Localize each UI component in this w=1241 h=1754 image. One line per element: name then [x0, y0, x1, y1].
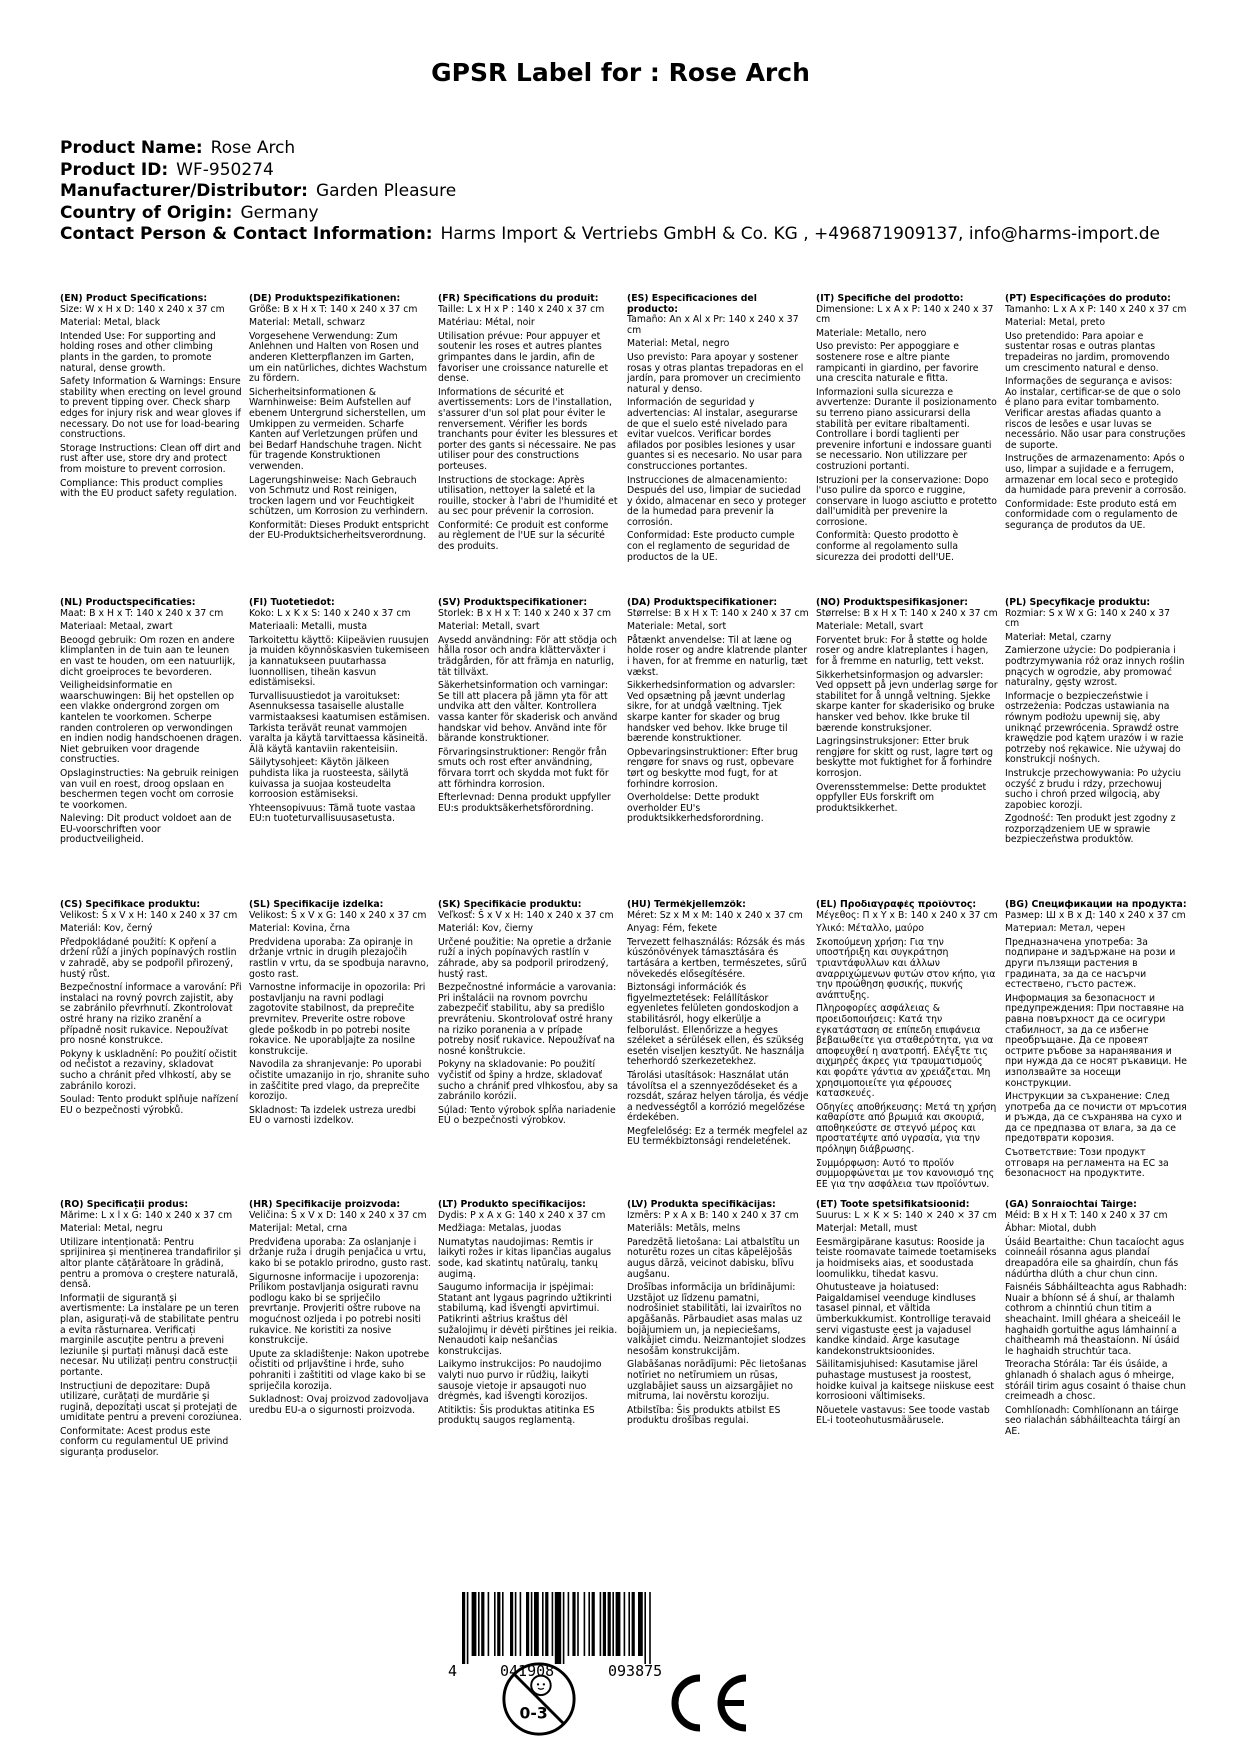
section-line: Bezpečnostné informácie a varovania: Pri inštalácii na rovnom povrchu zabezpečiť stabilitu, aby sa predišlo prevráteniu. Skontrolovať ostré hrany na riziko poranenia a v prípade potreby nosiť rukavice. Nepoužívať na nosné konštrukcie. — [438, 982, 617, 1057]
barcode-bar — [481, 1592, 484, 1656]
section-heading: (BG) Спецификации на продукта: — [1005, 900, 1187, 910]
section-line: Μέγεθος: Π x Υ x Β: 140 x 240 x 37 cm — [816, 909, 998, 921]
contact-row — [60, 224, 1220, 246]
language-section — [60, 598, 242, 900]
barcode-bar — [488, 1592, 490, 1656]
section-line: Uso previsto: Para apoyar y sostener rosas y otras plantas trepadoras en el jardín, para promover un crecimiento natural y denso. — [627, 351, 804, 395]
section-line: Atbilstība: Šis produkts atbilst ES produktu drošības regulai. — [627, 1404, 781, 1427]
language-section — [1005, 900, 1187, 1200]
section-line: Material: Kovina, črna — [249, 923, 351, 935]
section-line: Material: Metal, black — [60, 317, 161, 329]
section-line: Súlad: Tento výrobok spĺňa nariadenie EÚ o bezpečnosti výrobkov. — [438, 1104, 616, 1127]
section-line: Compliance: This product complies with the EU product safety regulation. — [60, 477, 238, 500]
section-line: Instrukcje przechowywania: Po użyciu oczyść z brudu i rdzy, przechowuj sucho i chroń przed wilgocią, aby zapobiec korozji. — [1005, 767, 1182, 811]
section-line: Materiale: Metallo, nero — [816, 327, 927, 339]
barcode-bar — [632, 1592, 635, 1656]
section-line: Medžiaga: Metalas, juodas — [438, 1223, 562, 1235]
section-line: Förvaringsinstruktioner: Rengör från smuts och rost efter användning, förvara torrt och skydda mot fukt för att förhindra korrosion. — [438, 746, 609, 790]
section-line: Instrucciones de almacenamiento: Después del uso, limpiar de suciedad y óxido, almacenar en seco y proteger de la humedad para prevenir la corrosión. — [627, 474, 807, 528]
section-line: Sikkerhetsinformasjon og advarsler: Ved oppsett på jevn underlag sørge for stabilitet for å unngå veltning. Sjekke skarpe kanter for skaderisiko og bruke hansker ved behov. Ikke bruke til bærende konstruksjoner. — [816, 669, 998, 734]
age-warning-0-3-icon — [500, 1660, 578, 1738]
section-line: Conformidad: Este producto cumple con el reglamento de seguridad de productos de la UE. — [627, 530, 795, 563]
section-line: Sicherheitsinformationen & Warnhinweise: Beim Aufstellen auf ebenem Untergrund sicherstellen, um Umkippen zu vermeiden. Scharfe Kanten auf Verletzungen prüfen und bei Bedarf Handschuhe tragen. Nicht für tragende Konstruktionen verwenden. — [249, 386, 426, 472]
section-line: Materjal: Metall, must — [816, 1223, 918, 1235]
section-line: Tárolási utasítások: Használat után távolítsa el a szennyeződéseket és a rozsdát, száraz helyen tárolja, és védje a nedvességtől a korrózió megelőzése érdekében. — [627, 1069, 809, 1124]
section-line: Anyag: Fém, fekete — [627, 923, 718, 935]
section-line: Conformidade: Este produto está em conformidade com o regulamento de segurança de produtos da UE. — [1005, 498, 1178, 531]
info-label: Manufacturer/Distributor: — [60, 181, 308, 201]
info-label: Contact Person & Contact Information: — [60, 224, 433, 244]
section-line: Pokyny k uskladnění: Po použití očistit od nečistot a rezaviny, skladovat sucho a chránit před vlhkostí, aby se zabránilo korozi. — [60, 1048, 237, 1092]
barcode-bar — [552, 1592, 554, 1656]
section-line: Matériau: Métal, noir — [438, 317, 535, 329]
section-heading: (RO) Specificații produs: — [60, 1200, 189, 1210]
language-section — [627, 900, 809, 1200]
barcode-bars — [462, 1592, 651, 1664]
section-line: Konformität: Dieses Produkt entspricht der EU-Produktsicherheitsverordnung. — [249, 519, 429, 542]
barcode-bar — [584, 1592, 586, 1656]
section-line: Numatytas naudojimas: Remtis ir laikyti rožes ir kitas lipančias augalus sode, kad skatintų natūralų, tankų augimą. — [438, 1236, 612, 1280]
section-line: Tamaño: An x Al x Pr: 140 x 240 x 37 cm — [627, 314, 799, 336]
section-line: Informazioni sulla sicurezza e avvertenze: Durante il posizionamento su terreno piano assicurarsi della stabilità per evitare ribaltamenti. Controllare i bordi taglienti per prevenire infortuni e indossare guanti se necessario. Non utilizzare per costruzioni portanti. — [816, 386, 997, 472]
section-line: Instructions de stockage: Après utilisation, nettoyer la saleté et la rouille, stocker à l'abri de l'humidité et au sec pour prévenir la corrosion. — [438, 474, 618, 518]
barcode-bar — [494, 1592, 496, 1656]
barcode-bar — [510, 1592, 513, 1656]
barcode-bar — [497, 1592, 500, 1656]
section-line: Taille: L x H x P : 140 x 240 x 37 cm — [438, 303, 605, 315]
section-line: Size: W x H x D: 140 x 240 x 37 cm — [60, 303, 225, 315]
section-line: Storlek: B x H x T: 140 x 240 x 37 cm — [438, 607, 612, 619]
section-line: Laikymo instrukcijos: Po naudojimo valyti nuo purvo ir rūdžių, laikyti sausoje vietoje ir apsaugoti nuo drėgmės, kad išvengti korozijos. — [438, 1359, 602, 1403]
section-line: Zgodność: Ten produkt jest zgodny z rozporządzeniem UE w sprawie bezpieczeństwa produktów. — [1005, 813, 1176, 846]
section-heading: (FI) Tuotetiedot: — [249, 598, 335, 608]
section-line: Intended Use: For supporting and holding roses and other climbing plants in the garden, to promote natural, dense growth. — [60, 330, 216, 374]
barcode-bar — [568, 1592, 570, 1656]
language-section — [438, 598, 620, 900]
barcode-bar — [472, 1592, 477, 1656]
section-line: Säilytysohjeet: Käytön jälkeen puhdista lika ja ruosteesta, säilytä kuivassa ja suojaa kosteudelta korroosion estämiseksi. — [249, 757, 409, 801]
barcode-bar — [644, 1592, 646, 1664]
barcode-bar — [600, 1592, 602, 1656]
section-line: Turvallisuustiedot ja varoitukset: Asennuksessa tasaiselle alustalle varmistaaksesi kaatumisen estämisen. Tarkista terävät reunat vammojen varalta ja käytä tarvittaessa käsineitä. Älä käytä kantaviin rakenteisiin. — [249, 690, 430, 755]
section-line: Drošības informācija un brīdinājumi: Uzstājot uz līdzenu pamatni, nodrošiniet stabilitāti, lai izvairītos no apgāšanās. Pārbaudiet asas malas uz bojājumiem un, ja nepieciešams, valkājiet cimdu. Neizmantojiet slodzes nesošām konstrukcijām. — [627, 1282, 806, 1357]
section-line: Materiale: Metall, svart — [816, 621, 924, 633]
section-line: Avsedd användning: För att stödja och hålla rosor och andra klätterväxter i trädgården, för att främja en naturlig, tät tillväxt. — [438, 634, 618, 678]
section-line: Treoracha Stórála: Tar éis úsáide, a ghlanadh ó shalach agus ó mheirge, stóráil tirim agus cosaint ó thaise chun creimeadh a chosc. — [1005, 1359, 1186, 1403]
barcode-bar — [467, 1592, 469, 1664]
section-line: Sigurnosne informacije i upozorenja: Prilikom postavljanja osigurati ravnu podlogu kako bi se spriječilo prevrtanje. Provjeriti oštre rubove na mogućnost ozljeda i po potrebi nositi rukavice. Ne koristiti za nosive konstrukcije. — [249, 1271, 422, 1347]
language-section — [438, 1200, 620, 1512]
section-line: Размер: Ш x В x Д: 140 x 240 x 37 cm — [1005, 909, 1186, 921]
language-sections-grid — [60, 294, 1190, 1512]
language-section — [249, 294, 431, 598]
section-line: Suurus: L × K × S: 140 × 240 × 37 cm — [816, 1209, 997, 1221]
section-line: Varnostne informacije in opozorila: Pri postavljanju na ravni podlagi zagotovite stabilnost, da preprečite prevrnitev. Preverite ostre robove glede poškodb in po potrebi nosite rokavice. Ne uporabljajte za nosilne konstrukcije. — [249, 982, 426, 1057]
section-line: Οδηγίες αποθήκευσης: Μετά τη χρήση καθαρίστε από βρωμιά και σκουριά, αποθηκεύστε σε στεγνό μέρος και προστατέψτε από υγρασία, για την πρόληψη διάβρωσης. — [816, 1101, 997, 1156]
section-line: Maat: B x H x T: 140 x 240 x 37 cm — [60, 607, 224, 619]
section-line: Atitiktis: Šis produktas atitinka ES produktų saugos reglamentą. — [438, 1404, 595, 1427]
language-section — [60, 294, 242, 598]
language-section — [816, 598, 998, 900]
section-line: Información de seguridad y advertencias: Al instalar, asegurarse de que el suelo esté nivelado para evitar vuelcos. Verificar bordes afilados por posibles lesiones y usar guantes si es necesario. No usar para construcciones portantes. — [627, 397, 803, 472]
section-line: Izmērs: P x A x B: 140 x 240 x 37 cm — [627, 1209, 799, 1221]
language-section — [816, 1200, 998, 1512]
section-heading: (EN) Product Specifications: — [60, 294, 208, 304]
section-line: Forventet bruk: For å støtte og holde roser og andre klatreplantes i hagen, for å fremme en naturlig, tett vekst. — [816, 634, 989, 667]
section-heading: (SV) Produktspecifikationer: — [438, 598, 588, 608]
section-heading: (IT) Specifiche del prodotto: — [816, 294, 964, 304]
section-line: Ábhar: Miotal, dubh — [1005, 1223, 1097, 1235]
section-heading: (PL) Specyfikacje produktu: — [1005, 598, 1151, 608]
barcode-bar — [555, 1592, 561, 1664]
country-of-origin: Germany — [240, 202, 319, 223]
section-line: Naleving: Dit product voldoet aan de EU-voorschriften voor productveiligheid. — [60, 813, 232, 846]
section-line: Určené použitie: Na opretie a držanie ruží a iných popínavých rastlín v záhrade, aby sa podporil prirodzený, hustý rast. — [438, 936, 612, 980]
section-heading: (ES) Especificaciones del producto: — [627, 294, 757, 315]
section-line: Tarkoitettu käyttö: Kiipeävien ruusujen ja muiden köynnöskasvien tukemiseen ja kannatukseen puutarhassa luonnollisen, tiheän kasvun edistämiseksi. — [249, 634, 430, 689]
section-line: Informations de sécurité et avertissements: Lors de l'installation, s'assurer d'un sol plat pour éviter le renversement. Vérifier les bords tranchants pour éviter les blessures et porter des gants si nécessaire. Ne pas utiliser pour des constructions porteuses. — [438, 386, 618, 472]
section-line: Uso pretendido: Para apoiar e sustentar rosas e outras plantas trepadeiras no jardim, promovendo um crescimento natural e denso. — [1005, 330, 1170, 374]
section-line: Instruções de armazenamento: Após o uso, limpar a sujidade e a ferrugem, armazenar em local seco e protegido da humidade para prevenir a corrosão. — [1005, 453, 1187, 497]
language-section — [438, 294, 620, 598]
barcode-bar — [628, 1592, 630, 1656]
section-line: Informacje o bezpieczeństwie i ostrzeżenia: Podczas ustawiania na równym podłożu upewnij się, aby uniknąć przewrócenia. Sprawdź ostre krawędzie pod kątem urazów i w razie potrzeby noś rękawice. Nie używaj do konstrukcji nośnych. — [1005, 690, 1184, 766]
barcode-bar — [515, 1592, 517, 1656]
section-line: Dydis: P x A x G: 140 x 240 x 37 cm — [438, 1209, 606, 1221]
section-line: Faisnéis Sábháilteachta agus Rabhadh: Nuair a bhíonn sé á shuí, ar thalamh cothrom a chinntiú chun titim a sheachaint. Imill ghéara a sheiceáil le haghaidh gortuithe agus lámhainní a chaitheamh má theastaíonn. Ní úsáid le haghaidh struchtúr taca. — [1005, 1282, 1187, 1357]
section-line: Veiligheidsinformatie en waarschuwingen: Bij het opstellen op een vlakke ondergrond zorgen om kantelen te voorkomen. Scherpe randen controleren op verwondingen en indien nodig handschoenen dragen. Niet gebruiken voor dragende constructies. — [60, 680, 242, 766]
language-section — [249, 1200, 431, 1512]
section-line: Biztonsági információk és figyelmeztetések: Felállításkor egyenletes felületen gondoskodjon a stabilitásról, hogy elkerülje a felborulást. Ellenőrizze a hegyes széleket a sérülések ellen, és szükség esetén viseljen kesztyűt. Ne használja teherhordó szerkezetekhez. — [627, 982, 805, 1068]
section-heading: (LT) Produkto specifikacijos: — [438, 1200, 586, 1210]
section-line: Zamierzone użycie: Do podpierania i podtrzymywania róż oraz innych roślin pnących w ogrodzie, aby promować naturalny, gęsty wzrost. — [1005, 645, 1185, 689]
info-label: Country of Origin: — [60, 202, 233, 223]
section-line: Bezpečnostní informace a varování: Při instalaci na rovný povrch zajistit, aby se zabránilo převrhnutí. Zkontrolovat ostré hrany na riziko zranění a případně nosit rukavice. Nepoužívat pro nosné konstrukce. — [60, 982, 242, 1047]
section-line: Předpokládané použití: K opření a držení růží a jiných popínavých rostlin v zahradě, aby se podpořil přirozený, hustý růst. — [60, 936, 237, 980]
barcode-bar — [608, 1592, 611, 1656]
barcode-bar — [588, 1592, 590, 1656]
section-line: Conformità: Questo prodotto è conforme al regolamento sulla sicurezza dei prodotti dell'UE. — [816, 530, 959, 563]
section-line: Størrelse: B x H x T: 140 x 240 x 37 cm — [816, 607, 998, 619]
section-line: Rozmiar: S x W x G: 140 x 240 x 37 cm — [1005, 607, 1171, 630]
section-heading: (HU) Termékjellemzők: — [627, 900, 746, 910]
language-section — [438, 900, 620, 1200]
section-line: Paredzētā lietošana: Lai atbalstītu un noturētu rozes un citas kāpelējošās augus dārzā, veicinot dabisku, blīvu augšanu. — [627, 1236, 800, 1280]
section-line: Informații de siguranță și avertismente: La instalare pe un teren plan, asigurați-vă de stabilitate pentru a evita răsturnarea. Verificați marginile ascuțite pentru a preveni leziunile și purtați mănuși dacă este necesar. Nu utilizați pentru construcții portante. — [60, 1292, 239, 1378]
product-id: WF-950274 — [176, 159, 274, 180]
section-line: Koko: L x K x S: 140 x 240 x 37 cm — [249, 607, 411, 619]
section-line: Opslaginstructies: Na gebruik reinigen van vuil en roest, droog opslaan en beschermen tegen vocht om corrosie te voorkomen. — [60, 767, 239, 811]
section-heading: (EL) Προδιαγραφές προϊόντος: — [816, 900, 977, 910]
section-line: Größe: B x H x T: 140 x 240 x 37 cm — [249, 303, 418, 315]
section-heading: (PT) Especificações do produto: — [1005, 294, 1171, 304]
section-line: Istruzioni per la conservazione: Dopo l'uso pulire da sporco e ruggine, conservare in luogo asciutto e protetto dall'umidità per prevenire la corrosione. — [816, 474, 997, 528]
section-line: Materiał: Metal, czarny — [1005, 631, 1112, 643]
section-line: Säilitamisjuhised: Kasutamise järel puhastage mustusest ja roostest, hoidke kuival ja kaitsege niiskuse eest korrosiooni vältimiseks. — [816, 1359, 994, 1403]
section-line: Material: Metal, negro — [627, 338, 730, 350]
language-section — [1005, 294, 1187, 598]
section-line: Utilizare intenționată: Pentru sprijinirea și menținerea trandafirilor și altor plante cățărătoare în grădină, pentru a promova o creștere naturală, densă. — [60, 1236, 242, 1291]
language-section — [60, 900, 242, 1200]
language-section — [816, 900, 998, 1200]
section-line: Πληροφορίες ασφάλειας & προειδοποιήσεις: Κατά την εγκατάσταση σε επίπεδη επιφάνεια βεβαιωθείτε για σταθερότητα, για να αποφευχθεί η ανατροπή. Ελέγξτε τις αιχμηρές άκρες για τραυματισμούς και φοράτε γάντια αν χρειάζεται. Μη χρησιμοποιείτε για φέρουσες κατασκευές. — [816, 1003, 994, 1100]
barcode-bar — [520, 1592, 522, 1656]
language-section — [627, 294, 809, 598]
section-line: Mărime: L x l x G: 140 x 240 x 37 cm — [60, 1209, 233, 1221]
section-line: Dimensione: L x A x P: 140 x 240 x 37 cm — [816, 303, 994, 326]
section-line: Ohutusteave ja hoiatused: Paigaldamisel veenduge kindluses tasasel pinnal, et vältida ümberkukkumist. Kontrollige teravaid servi vigastuste eest ja vajadusel kandke kindaid. Ärge kasutage kandekonstruktsioonides. — [816, 1282, 991, 1357]
barcode-bar — [603, 1592, 606, 1656]
section-line: Velikost: Š x V x H: 140 x 240 x 37 cm — [60, 909, 238, 921]
section-heading: (NL) Productspecificaties: — [60, 598, 196, 608]
section-line: Materiál: Kov, černý — [60, 923, 153, 935]
section-line: Sikkerhedsinformation og advarsler: Ved opsætning på jævnt underlag sikre, for at undgå væltning. Tjek skarpe kanter for skader og brug handsker ved behov. Ikke bruge til bærende konstruktioner. — [627, 680, 796, 745]
section-line: Säkerhetsinformation och varningar: Se till att placera på jämn yta för att undvika att den välter. Kontrollera vassa kanter för skaderisk och använd handskar vid behov. Använd inte för bärande konstruktioner. — [438, 680, 618, 745]
barcode-bar — [572, 1592, 575, 1656]
section-line: Materiale: Metal, sort — [627, 621, 727, 633]
section-line: Megfelelőség: Ez a termék megfelel az EU termékbiztonsági rendeletének. — [627, 1125, 808, 1148]
section-line: Predvidena uporaba: Za opiranje in držanje vrtnic in drugih plezajočih rastlin v vrtu, da se spodbuja naravno, gosto rast. — [249, 936, 429, 980]
barcode-bar — [531, 1592, 533, 1656]
barcode-bar — [526, 1592, 529, 1656]
barcode-digit-lead: 4 — [448, 1662, 458, 1680]
section-line: Størrelse: B x H x T: 140 x 240 x 37 cm — [627, 607, 809, 619]
section-line: Storage Instructions: Clean off dirt and rust after use, store dry and protect from moisture to prevent corrosion. — [60, 442, 241, 475]
section-line: Material: Metal, negru — [60, 1223, 163, 1235]
barcode-bar — [638, 1592, 643, 1656]
section-line: Информация за безопасност и предупреждения: При поставяне на равна повърхност да се осигури стабилност, за да се избегне преобръщане. Да се провеят острите ръбове за наранявания и при нужда да се носят ръкавици. Не използвайте за носещи конструкции. — [1005, 992, 1187, 1089]
language-section — [249, 598, 431, 900]
section-line: Materiaali: Metalli, musta — [249, 621, 368, 633]
section-line: Vorgesehene Verwendung: Zum Anlehnen und Halten von Rosen und anderen Kletterpflanzen im Garten, um ein natürliches, dichtes Wachstum zu fördern. — [249, 330, 428, 385]
section-line: Påtænkt anvendelse: Til at læne og holde roser og andre klatrende planter i haven, for at fremme en naturlig, tæt vækst. — [627, 634, 808, 678]
barcode-digits-left: 041908 — [500, 1662, 555, 1680]
section-line: Lagerungshinweise: Nach Gebrauch von Schmutz und Rost reinigen, trocken lagern und vor Feuchtigkeit schützen, um Korrosion zu verhindern. — [249, 474, 429, 518]
barcode-bar — [612, 1592, 614, 1656]
section-line: Overensstemmelse: Dette produktet oppfyller EUs forskrift om produktsikkerhet. — [816, 781, 987, 814]
product-info — [60, 138, 1220, 246]
barcode-bar — [542, 1592, 544, 1656]
section-line: Soulad: Tento produkt splňuje nařízení EU o bezpečnosti výrobků. — [60, 1094, 239, 1116]
barcode-bar — [462, 1592, 465, 1664]
section-heading: (LV) Produkta specifikācijas: — [627, 1200, 776, 1210]
section-heading: (FR) Spécifications du produit: — [438, 294, 599, 304]
section-line: Σκοπούμενη χρήση: Για την υποστήριξη και συγκράτηση τριαντάφυλλων και άλλων αναρριχώμενων φυτών στον κήπο, για την προώθηση φυσικής, πυκνής ανάπτυξης. — [816, 936, 996, 1001]
section-line: Velikost: Š x V x G: 140 x 240 x 37 cm — [249, 909, 427, 921]
section-line: Efterlevnad: Denna produkt uppfyller EU:s produktsäkerhetsförordning. — [438, 792, 611, 814]
barcode-bar — [502, 1592, 504, 1656]
section-line: Veľkosť: Š x V x H: 140 x 240 x 37 cm — [438, 909, 614, 921]
product-id-row — [60, 160, 1220, 182]
section-line: Utilisation prévue: Pour appuyer et soutenir les roses et autres plantes grimpantes dans le jardin, afin de favoriser une croissance naturelle et dense. — [438, 330, 609, 385]
manufacturer: Garden Pleasure — [315, 181, 457, 201]
section-line: Conformité: Ce produit est conforme au règlement de l'UE sur la sécurité des produits. — [438, 519, 609, 553]
section-line: Συμμόρφωση: Αυτό το προϊόν συμμορφώνεται με τον κανονισμό της ΕΕ για την ασφάλεια των προϊόντων. — [816, 1157, 995, 1190]
section-heading: (ET) Toote spetsifikatsioonid: — [816, 1200, 970, 1210]
section-line: Instrucțiuni de depozitare: După utilizare, curățați de murdărie și rugină, depozitați uscat și protejați de umiditate pentru a preveni coroziunea. — [60, 1380, 242, 1424]
section-line: Tervezett felhasználás: Rózsák és más kúszónövények támasztására és tartására a kertben, természetes, sűrű növekedés elősegítésére. — [627, 936, 807, 980]
section-heading: (NO) Produktspesifikasjoner: — [816, 598, 969, 608]
section-line: Material: Metall, svart — [438, 621, 540, 633]
language-section — [1005, 598, 1187, 900]
section-line: Material: Metal, preto — [1005, 317, 1106, 329]
section-line: Nõuetele vastavus: See toode vastab EL-i tooteohutusmäärusele. — [816, 1404, 990, 1427]
section-line: Navodila za shranjevanje: Po uporabi očistite umazanijo in rjo, shranite suho in zaščitite pred vlago, da preprečite korozijo. — [249, 1059, 430, 1103]
section-line: Safety Information & Warnings: Ensure stability when erecting on level ground to prevent tipping over. Check sharp edges for injury risk and wear gloves if necessary. Do not use for load-bearing constructions. — [60, 376, 242, 441]
section-line: Predviđena uporaba: Za oslanjanje i držanje ruža i drugih penjačica u vrtu, kako bi se potaklo prirodno, gusto rast. — [249, 1236, 431, 1269]
section-line: Съответствие: Този продукт отговаря на регламента на ЕС за безопасност на продуктите. — [1005, 1147, 1169, 1180]
section-heading: (SL) Specifikacije izdelka: — [249, 900, 384, 910]
barcode-bar — [534, 1592, 539, 1656]
info-label: Product Name: — [60, 138, 203, 158]
barcode-digits-right: 093875 — [608, 1662, 663, 1680]
language-section — [627, 1200, 809, 1512]
barcode-bar — [649, 1592, 651, 1664]
section-heading: (DE) Produktspezifikationen: — [249, 294, 401, 304]
section-line: Skladnost: Ta izdelek ustreza uredbi EU o varnosti izdelkov. — [249, 1104, 417, 1127]
barcode-bar — [616, 1592, 621, 1656]
section-line: Materijal: Metal, crna — [249, 1223, 348, 1235]
section-heading: (SK) Špecifikácie produktu: — [438, 900, 582, 910]
section-line: Yhteensopivuus: Tämä tuote vastaa EU:n tuoteturvallisuusasetusta. — [249, 802, 416, 825]
barcode-bar — [478, 1592, 480, 1656]
info-label: Product ID: — [60, 159, 169, 180]
section-heading: (CS) Specifikace produktu: — [60, 900, 201, 910]
section-line: Méid: B x H x T: 140 x 240 x 37 cm — [1005, 1209, 1168, 1221]
section-line: Materiāls: Metāls, melns — [627, 1223, 741, 1235]
contact-information: Harms Import & Vertriebs GmbH & Co. KG , +496871909137, info@harms-import.de — [440, 224, 1160, 244]
product-name: Rose Arch — [210, 138, 296, 158]
section-line: Glabāšanas norādījumi: Pēc lietošanas notīriet no netīrumiem un rūsas, uzglabājiet sauss un aizsargājiet no mitruma, lai novērstu koroziju. — [627, 1359, 807, 1403]
language-section — [249, 900, 431, 1200]
section-line: Materiaal: Metaal, zwart — [60, 621, 173, 633]
section-line: Material: Metall, schwarz — [249, 317, 365, 329]
language-section — [1005, 1200, 1187, 1512]
section-line: Eesmärgipärane kasutus: Rooside ja teiste roomavate taimede toetamiseks ja hoidmiseks aias, et soodustada loomulikku, tihedat kasvu. — [816, 1236, 997, 1280]
section-line: Sukladnost: Ovaj proizvod zadovoljava uredbu EU-a o sigurnosti proizvoda. — [249, 1394, 429, 1416]
barcode-bar — [624, 1592, 626, 1656]
section-line: Материал: Метал, черен — [1005, 923, 1126, 935]
section-heading: (DA) Produktspecifikationer: — [627, 598, 778, 608]
section-line: Beoogd gebruik: Om rozen en andere klimplanten in de tuin aan te leunen en vast te houden, om een natuurlijk, dicht groeiproces te bevorderen. — [60, 634, 236, 678]
section-heading: (GA) Sonraíochtaí Táirge: — [1005, 1200, 1137, 1210]
section-line: Conformitate: Acest produs este conform cu regulamentul UE privind siguranța produselor. — [60, 1425, 229, 1459]
section-line: Opbevaringsinstruktioner: Efter brug rengøre for snavs og rust, opbevare tørt og beskytte mod fugt, for at forhindre korrosion. — [627, 746, 799, 790]
section-line: Saugumo informacija ir įspėjimai: Statant ant lygaus pagrindo užtikrinti stabilumą, kad išvengti apvirtimui. Patikrinti aštrius kraštus dėl sužalojimų ir dėvėti pirštines jei reikia. Nenaudoti kaip nešančias konstrukcijas. — [438, 1282, 618, 1357]
section-line: Uso previsto: Per appoggiare e sostenere rose e altre piante rampicanti in giardino, per favorire una crescita naturale e fitta. — [816, 341, 979, 385]
section-line: Предназначена употреба: За подпиране и задържане на рози и други пълзящи растения в градината, за да се насърчи естествено, гъсто растеж. — [1005, 936, 1176, 991]
language-section — [627, 598, 809, 900]
section-line: Úsáid Beartaithe: Chun tacaíocht agus coinneáil rósanna agus plandaí dreapadóra eile sa ghairdín, chun fás nádúrtha dlúth a chur chun cinn. — [1005, 1236, 1185, 1280]
section-line: Инструкции за съхранение: След употреба да се почисти от мръсотия и ръжда, да се съхранява на сухо и да се предпазва от влага, за да се предотврати корозия. — [1005, 1091, 1187, 1145]
barcode-bar — [592, 1592, 595, 1656]
section-heading: (HR) Specifikacije proizvoda: — [249, 1200, 401, 1210]
section-line: Υλικό: Μέταλλο, μαύρο — [816, 923, 924, 935]
page-title: GPSR Label for : Rose Arch — [431, 58, 810, 87]
barcode-bar — [577, 1592, 579, 1656]
section-line: Pokyny na skladovanie: Po použití vyčistiť od špiny a hrdze, skladovať sucho a chrániť pred vlhkosťou, aby sa zabránilo korózii. — [438, 1059, 619, 1103]
section-line: Overholdelse: Dette produkt overholder EU's produktsikkerhedsforordning. — [627, 792, 764, 825]
language-section — [816, 294, 998, 598]
manufacturer-row — [60, 181, 1220, 203]
section-line: Informações de segurança e avisos: Ao instalar, certificar-se de que o solo é plano para evitar tombamento. Verificar arestas afiadas quanto a riscos de lesões e usar luvas se necessário. Não usar para construções de suporte. — [1005, 376, 1186, 451]
barcode-bar — [545, 1592, 548, 1656]
section-line: Lagringsinstruksjoner: Etter bruk rengjøre for skitt og rust, lagre tørt og beskytte mot fuktighet for å forhindre korrosjon. — [816, 736, 993, 779]
language-section — [60, 1200, 242, 1512]
product-name-row — [60, 138, 1220, 160]
barcode-bar — [563, 1592, 565, 1664]
section-line: Veličina: Š x V x D: 140 x 240 x 37 cm — [249, 1209, 427, 1221]
ce-mark-icon — [660, 1670, 752, 1736]
svg-text:0-3: 0-3 — [519, 1704, 548, 1723]
section-line: Materiál: Kov, čierny — [438, 923, 534, 935]
section-line: Tamanho: L x A x P: 140 x 240 x 37 cm — [1005, 303, 1187, 315]
country-row — [60, 203, 1220, 225]
section-line: Méret: Sz x M x M: 140 x 240 x 37 cm — [627, 909, 803, 921]
section-line: Comhlíonadh: Comhlíonann an táirge seo rialachán sábháilteachta táirgí an AE. — [1005, 1404, 1181, 1437]
section-line: Upute za skladištenje: Nakon upotrebe očistiti od prljavštine i hrđe, suho pohraniti i zaštititi od vlage kako bi se spriječila korozija. — [249, 1348, 430, 1392]
